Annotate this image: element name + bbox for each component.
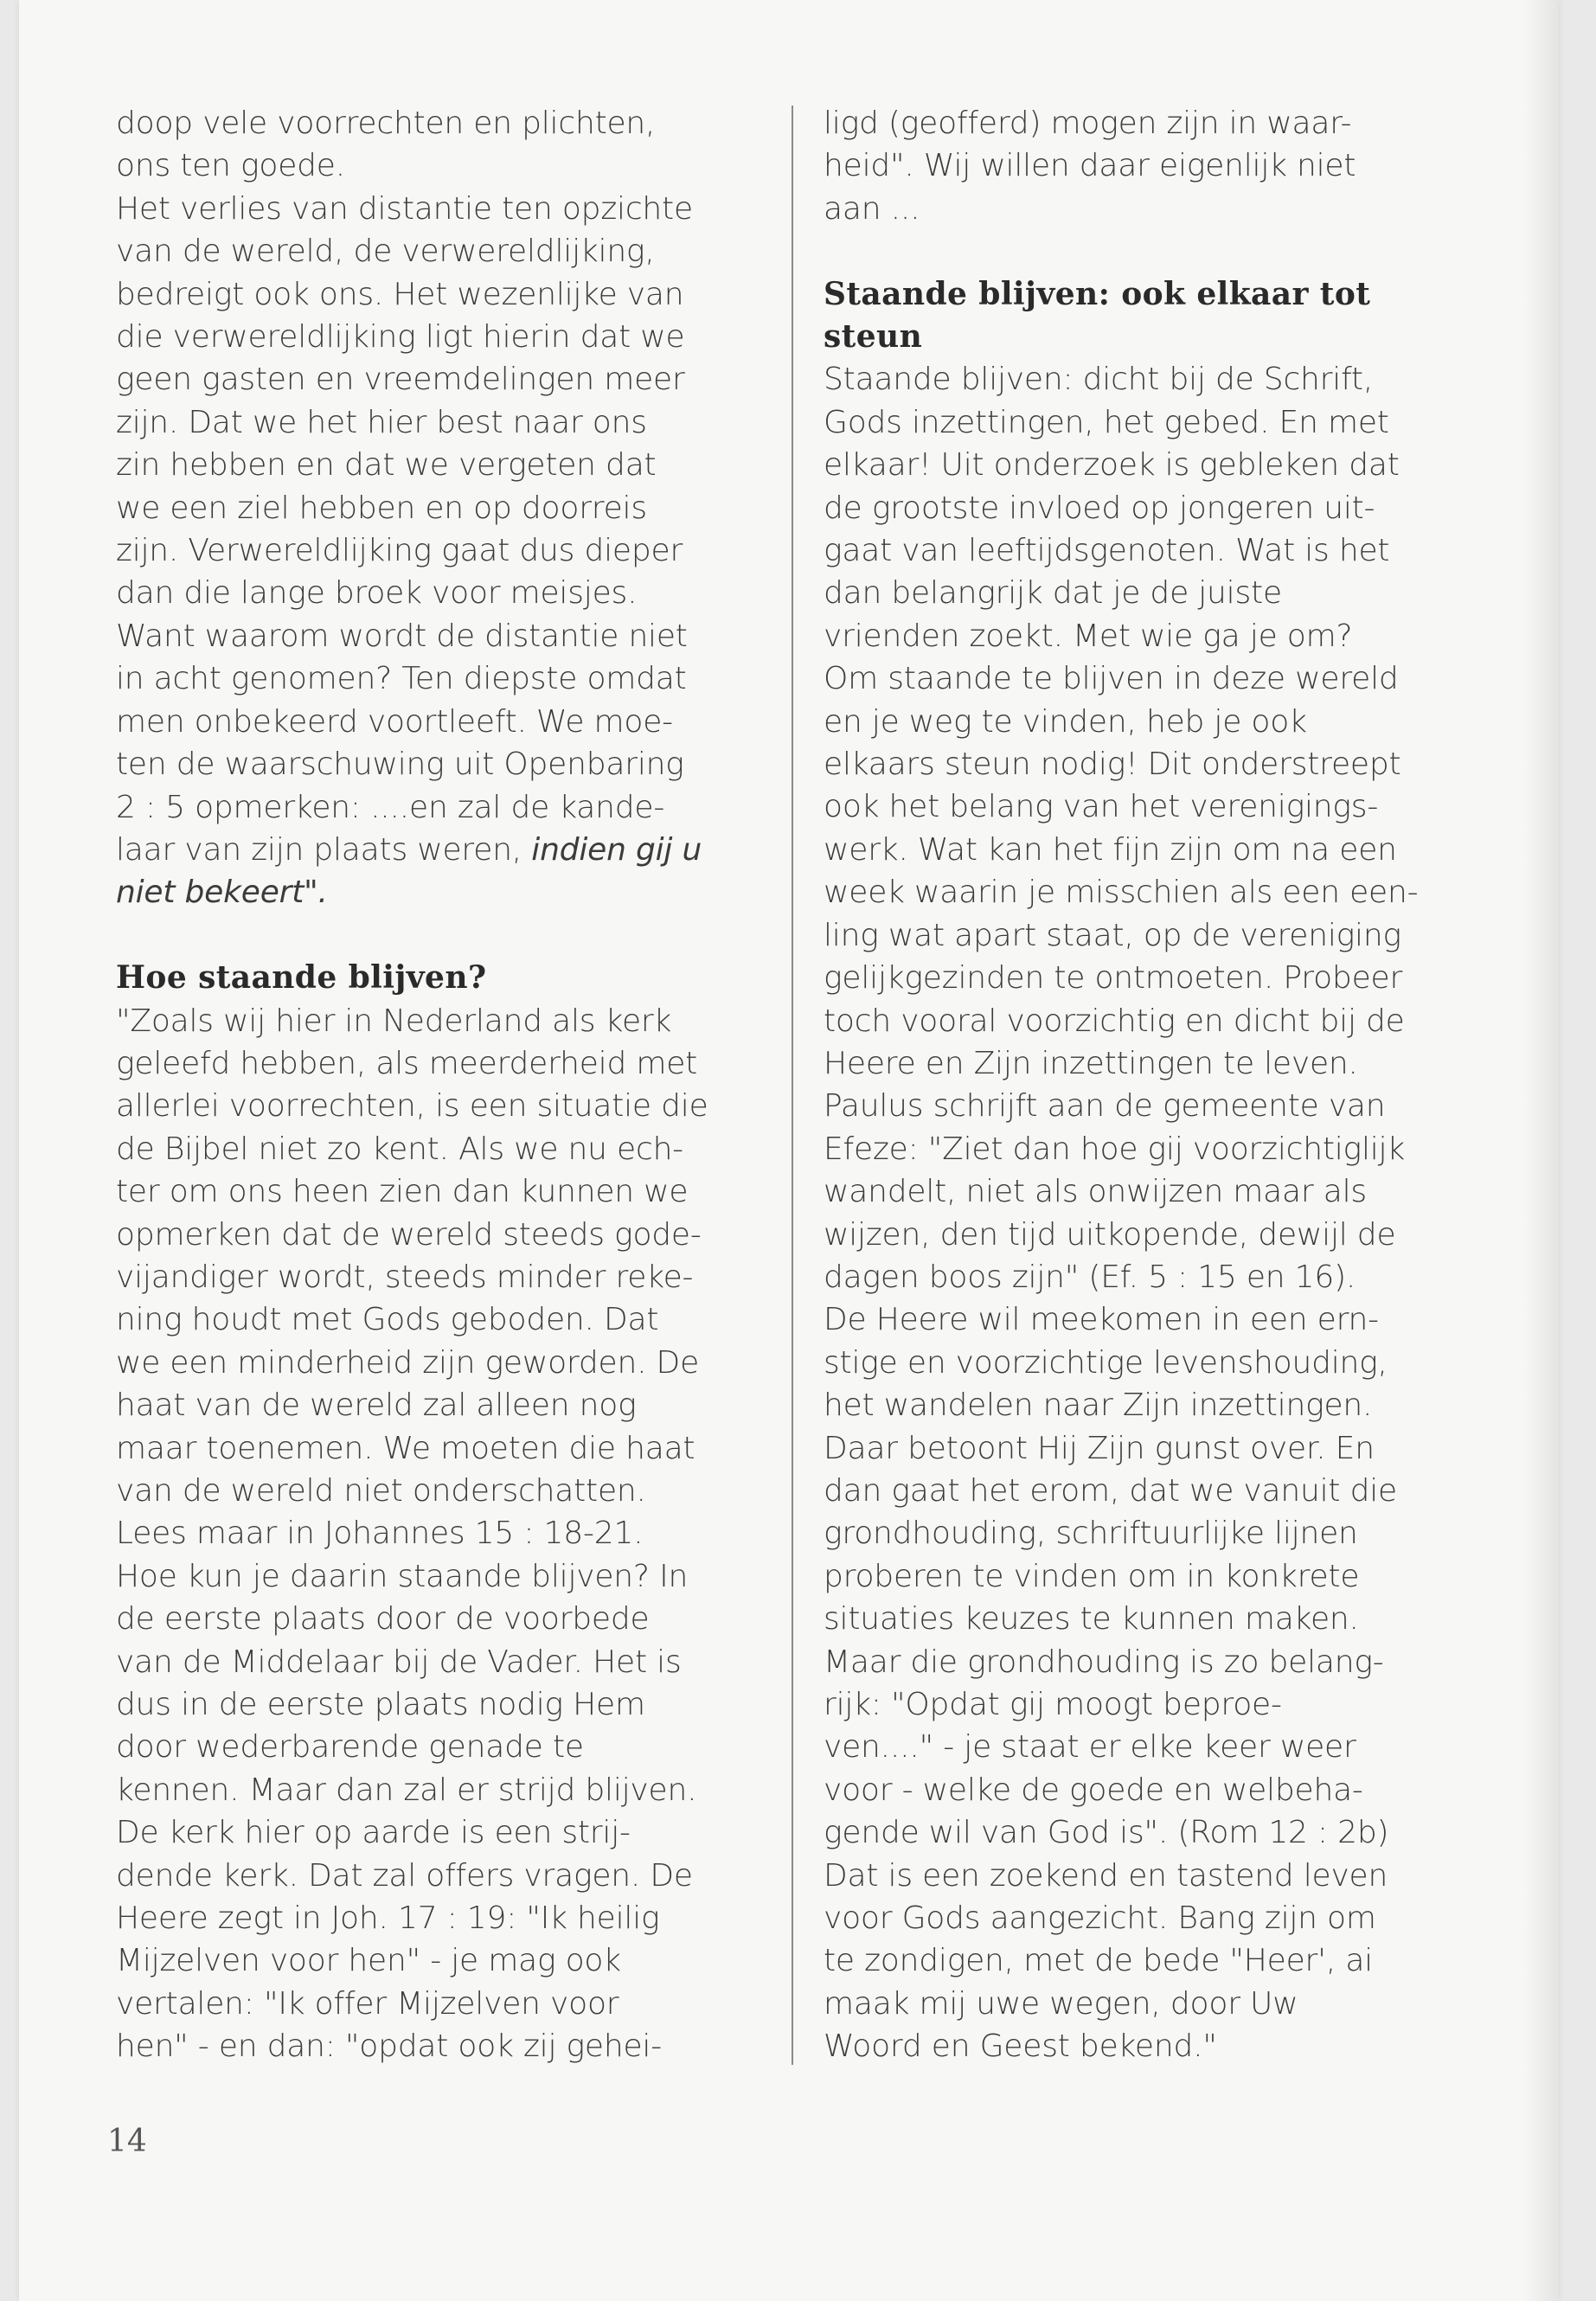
text-line: werk. Wat kan het fijn zijn om na een [824, 831, 1397, 868]
text-line: stige en voorzichtige levenshouding, [824, 1344, 1388, 1381]
text-line: ven...." - je staat er elke keer weer [824, 1729, 1356, 1766]
text-line: de Bijbel niet zo kent. Als we nu ech- [116, 1131, 683, 1167]
text-line: in acht genomen? Ten diepste omdat [116, 661, 687, 697]
text-line: Staande blijven: dicht bij de Schrift, [824, 362, 1374, 398]
text-line: dan belangrijk dat je de juiste [824, 575, 1282, 612]
text-line: we een ziel hebben en op doorreis [116, 490, 647, 526]
text-line: "Zoals wij hier in Nederland als kerk [116, 1003, 672, 1039]
text-line: Maar die grondhouding is zo belang- [824, 1644, 1384, 1680]
text-line: hen" - en dan: "opdat ook zij gehei- [116, 2029, 663, 2065]
text-line: ling wat apart staat, op de vereniging [824, 917, 1401, 953]
text-line: opmerken dat de wereld steeds gode- [116, 1216, 702, 1253]
text-line: proberen te vinden om in konkrete [824, 1558, 1360, 1594]
text-line: van de wereld niet onderschatten. [116, 1472, 646, 1509]
text-line: dagen boos zijn" (Ef. 5 : 15 en 16). [824, 1259, 1356, 1295]
text-line: dus in de eerste plaats nodig Hem [116, 1687, 645, 1723]
text-line: Hoe kun je daarin staande blijven? In [116, 1558, 689, 1594]
text-line: de eerste plaats door de voorbede [116, 1601, 650, 1638]
text-line: de grootste invloed op jongeren uit- [824, 490, 1375, 526]
text-line: dan die lange broek voor meisjes. [116, 575, 638, 612]
text-line: Mijzelven voor hen" - je mag ook [116, 1943, 621, 1979]
text-line: Heere en Zijn inzettingen te leven. [824, 1045, 1358, 1081]
magazine-page [19, 0, 1559, 2301]
text-line: Efeze: "Ziet dan hoe gij voorzichtiglijk [824, 1131, 1406, 1167]
text-line: geen gasten en vreemdelingen meer [116, 362, 685, 398]
paragraph-gap [824, 230, 1498, 272]
text-line: haat van de wereld zal alleen nog [116, 1388, 637, 1424]
text-line: situaties keuzes te kunnen maken. [824, 1601, 1359, 1638]
text-line: Want waarom wordt de distantie niet [116, 618, 688, 654]
page-edge-shadow [1524, 0, 1559, 2301]
text-line: elkaars steun nodig! Dit onderstreept [824, 747, 1401, 783]
text-line: men onbekeerd voortleeft. We moe- [116, 703, 673, 740]
text-line: toch vooral voorzichtig en dicht bij de [824, 1003, 1405, 1039]
text-line: ligd (geofferd) mogen zijn in waar- [824, 106, 1352, 141]
text-line: week waarin je misschien als een een- [824, 875, 1419, 911]
text-line: laar van zijn plaats weren, indien gij u [116, 831, 702, 868]
text-line: ten de waarschuwing uit Openbaring [116, 747, 684, 783]
right-paragraph-2 [824, 358, 1498, 2067]
italic-quote: niet bekeert". [116, 875, 328, 911]
text-line: dende kerk. Dat zal offers vragen. De [116, 1857, 693, 1894]
text-line: voor Gods aangezicht. Bang zijn om [824, 1900, 1376, 1937]
text-line: allerlei voorrechten, is een situatie die [116, 1088, 708, 1125]
text-line: vrienden zoekt. Met wie ga je om? [824, 618, 1353, 654]
text-line: dan gaat het erom, dat we vanuit die [824, 1472, 1397, 1509]
text-line: door wederbarende genade te [116, 1729, 584, 1766]
text-line: wijzen, den tijd uitkopende, dewijl de [824, 1216, 1396, 1253]
left-paragraph-2 [116, 1000, 756, 2068]
text-line: De Heere wil meekomen in een ern- [824, 1302, 1379, 1338]
text-line: ter om ons heen zien dan kunnen we [116, 1174, 689, 1210]
text-line: en je weg te vinden, heb je ook [824, 703, 1307, 740]
text-line: gende wil van God is". (Rom 12 : 2b) [824, 1815, 1389, 1851]
text-line: rijk: "Opdat gij moogt beproe- [824, 1687, 1282, 1723]
text-line: grondhouding, schriftuurlijke lijnen [824, 1516, 1358, 1552]
text-line: heid". Wij willen daar eigenlijk niet [824, 148, 1356, 184]
text-line: ook het belang van het verenigings- [824, 789, 1379, 825]
text-line: Dat is een zoekend en tastend leven [824, 1857, 1388, 1894]
text-line: aan ... [824, 190, 920, 227]
column-divider [792, 106, 793, 2065]
text-line: van de wereld, de verwereldlijking, [116, 234, 655, 270]
text-line: gelijkgezinden te ontmoeten. Probeer [824, 960, 1403, 997]
section-heading-staande-blijven-cont: steun [824, 318, 923, 356]
text-line: De kerk hier op aarde is een strij- [116, 1815, 631, 1851]
right-column [824, 102, 1498, 2068]
text-line: Om staande te blijven in deze wereld [824, 661, 1399, 697]
italic-quote: indien gij u [531, 831, 702, 868]
text-line: ning houdt met Gods geboden. Dat [116, 1302, 659, 1338]
text-line: Lees maar in Johannes 15 : 18-21. [116, 1516, 644, 1552]
text-line: Woord en Geest bekend." [824, 2029, 1217, 2065]
text-line: zijn. Verwereldlijking gaat dus dieper [116, 533, 683, 569]
text-line: van de Middelaar bij de Vader. Het is [116, 1644, 682, 1680]
left-paragraph-1 [116, 102, 756, 829]
text-line: het wandelen naar Zijn inzettingen. [824, 1388, 1373, 1424]
text-line: die verwereldlijking ligt hierin dat we [116, 319, 685, 356]
text-line: Daar betoont Hij Zijn gunst over. En [824, 1430, 1375, 1466]
text-line: zijn. Dat we het hier best naar ons [116, 404, 647, 440]
text-line: Het verlies van distantie ten opzichte [116, 190, 693, 227]
page-number: 14 [107, 2124, 147, 2159]
text-line: Heere zegt in Joh. 17 : 19: "Ik heilig [116, 1900, 660, 1937]
text-line: gaat van leeftijdsgenoten. Wat is het [824, 533, 1390, 569]
text-line: zin hebben en dat we vergeten dat [116, 447, 657, 484]
text-line: doop vele voorrechten en plichten, [116, 106, 656, 141]
text-line: te zondigen, met de bede "Heer', ai [824, 1943, 1373, 1979]
text-line: vijandiger wordt, steeds minder reke- [116, 1259, 694, 1295]
text-line: elkaar! Uit onderzoek is gebleken dat [824, 447, 1400, 484]
section-heading-hoe-staande-blijven: Hoe staande blijven? [116, 959, 487, 997]
text-line: wandelt, niet als onwijzen maar als [824, 1174, 1367, 1210]
text-line: kennen. Maar dan zal er strijd blijven. [116, 1772, 697, 1808]
text-line: vertalen: "Ik offer Mijzelven voor [116, 1985, 619, 2022]
text-line: maak mij uwe wegen, door Uw [824, 1985, 1298, 2022]
text-line: Paulus schrijft aan de gemeente van [824, 1088, 1386, 1125]
text-line: 2 : 5 opmerken: ....en zal de kande- [116, 789, 665, 825]
section-heading-staande-blijven: Staande blijven: ook elkaar tot [824, 275, 1371, 312]
text-line: maar toenemen. We moeten die haat [116, 1430, 695, 1466]
text-line: bedreigt ook ons. Het wezenlijke van [116, 276, 684, 312]
left-column [116, 102, 756, 2068]
text-line: Gods inzettingen, het gebed. En met [824, 404, 1389, 440]
right-paragraph-1 [824, 102, 1498, 230]
paragraph-gap [116, 914, 756, 957]
text-line: voor - welke de goede en welbeha- [824, 1772, 1363, 1808]
text-line: ons ten goede. [116, 148, 345, 184]
text-line: geleefd hebben, als meerderheid met [116, 1045, 698, 1081]
text-line: we een minderheid zijn geworden. De [116, 1344, 700, 1381]
